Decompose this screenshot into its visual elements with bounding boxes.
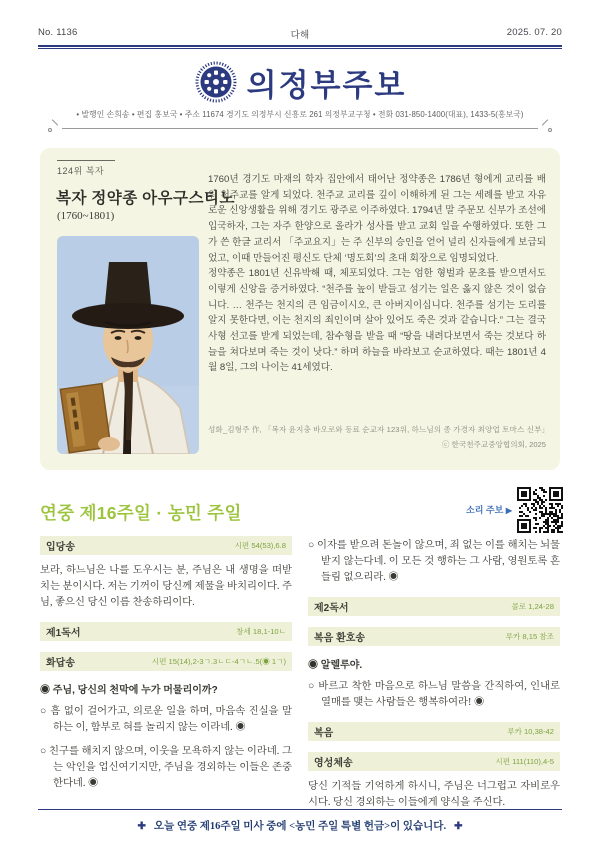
scripture-reference: 창세 18,1-10ㄴ	[236, 627, 286, 636]
entrance-antiphon-header: 입당송 시편 54(53),6.8	[40, 536, 292, 555]
artwork-caption: 성화_김형주 作, 「복자 윤지충 바오로와 동료 순교자 123위, 하느님의 종 가경자 최양업 토마스 신부」	[208, 425, 550, 434]
publisher-divider	[62, 121, 538, 129]
diocese-emblem-icon	[194, 60, 238, 104]
masthead	[0, 58, 600, 106]
psalm-verse: ○ 친구를 해치지 않으며, 이웃을 모욕하지 않는 이라네. 그는 악인을 업신여기지만, 주님을 경외하는 이들은 존중한다네. ◉	[40, 746, 292, 789]
beatified-badge: 124위 복자	[57, 166, 105, 176]
feature-paragraph-2: 정약종은 1801년 신유박해 때, 체포되었다. 그는 엄한 형벌과 문초를 받으면서도 이렇게 신앙을 증거하였다. “천주를 높이 받들고 섬기는 일은 옳지 않은 것이 없습니다. … 천주는 천지의 큰 임금이시오, 큰 아버지이십니다. 천주를 섬기는 도리를 알지 못한다면, 이는 천지의 죄인이며 살아 있어도 죽은 것과 같습니다.” 그는 결국 사형 선고를 받게 되었는데, 참수형을 받을 때 “땅을 내려다보면서 죽는 것보다 하늘을 쳐다보며 죽는 것이 낫다.” 하며 하늘을 바라보고 순교하였다. 때는 1801년 4월 8일, 그의 나이는 41세였다.	[208, 268, 546, 374]
psalm-refrain: ◉ 주님, 당신의 천막에 누가 머물리이까?	[40, 685, 218, 696]
footer-divider	[38, 809, 562, 810]
scripture-reference: 시편 111(110),4-5	[495, 757, 554, 766]
cut-mark-right	[542, 122, 552, 132]
audio-bulletin-label: 소리 주보 ▶	[466, 505, 512, 515]
header-divider	[38, 45, 562, 49]
scripture-reference: 루카 10,38-42	[507, 727, 554, 736]
psalm-verse: ○ 흠 없이 걸어가고, 의로운 일을 하며, 마음속 진실을 말하는 이, 함부로 혀를 놀리지 않는 이라네. ◉	[40, 706, 292, 733]
scripture-reference: 루카 8,15 참조	[505, 632, 554, 641]
cut-mark-left	[48, 122, 58, 132]
feature-years: (1760~1801)	[57, 210, 115, 222]
issue-number: No. 1136	[38, 27, 78, 38]
bulletin-title: 의정부주보	[246, 67, 407, 103]
feature-title: 복자 정약종 아우구스티노	[56, 190, 235, 207]
liturgy-columns	[40, 536, 560, 811]
feature-article-box	[40, 148, 560, 470]
first-reading-header: 제1독서 창세 18,1-10ㄴ	[40, 622, 292, 641]
feature-paragraph-1: 1760년 경기도 마재의 학자 집안에서 태어난 정약종은 1786년 형에게 교리를 배워 천주교를 알게 되었다. 천주교 교리를 깊이 이해하게 된 그는 세례를 받고 자유로운 신앙생활을 위해 경기도 광주로 이주하였다. 1794년 말 주문모 신부가 조선에 입국하자, 그는 자주 한양으로 올라가 성사를 받고 교회 일을 수행하였다. 또한 그가 쓴 한글 교리서 「주교요지」는 주 신부의 승인을 얻어 널리 신자들에게 보급되었고, 이때 만들어진 평신도 단체 ‘명도회’의 초대 회장으로 임명되었다.	[208, 174, 546, 264]
psalm-verse: ○ 이자를 받으려 돈놀이 않으며, 죄 없는 이를 해치는 뇌물 받지 않는다네. 이 모든 것 행하는 그 사람, 영원토록 흔들림 없으리라. ◉	[308, 540, 560, 583]
publisher-info: • 발행인 손희송 • 편집 홍보국 • 주소 11674 경기도 의정부시 신흥로 261 의정부교구청 • 전화 031-850-1400(대표), 1433-5(홍보국)	[76, 110, 524, 119]
footer-notice: ✚ 오늘 연중 제16주일 미사 중에 <농민 주일 특별 헌금>이 있습니다. ✚	[0, 818, 600, 833]
communion-antiphon-text: 당신 기적들 기억하게 하시니, 주님은 너그럽고 자비로우시다. 당신 경외하는 이들에게 양식을 주신다.	[308, 781, 560, 808]
feature-body	[208, 172, 546, 376]
entrance-antiphon-text: 보라, 하느님은 나를 도우시는 분, 주님은 내 생명을 떠받치는 분이시다. 저는 기꺼이 당신께 제물을 바치리이다. 주님, 좋으신 당신 이름 찬송하리이다.	[40, 565, 292, 608]
liturgy-column-left	[40, 536, 292, 811]
liturgy-column-right	[308, 536, 560, 811]
scripture-reference: 시편 54(53),6.8	[234, 541, 286, 550]
acclamation-refrain: ◉ 알렐루야.	[308, 660, 363, 671]
sunday-title: 연중 제16주일 · 농민 주일	[40, 503, 242, 523]
cross-icon: ✚	[137, 821, 146, 832]
qr-code	[517, 487, 563, 533]
acclamation-verse: ○ 바르고 착한 마음으로 하느님 말씀을 간직하여, 인내로 열매를 맺는 사람들은 행복하여라! ◉	[308, 681, 560, 708]
portrait-painting	[57, 236, 199, 454]
second-reading-header: 제2독서 콜로 1,24-28	[308, 597, 560, 616]
copyright-line: ⓒ 한국천주교중앙협의회, 2025	[441, 440, 546, 449]
scripture-reference: 콜로 1,24-28	[511, 602, 554, 611]
play-icon: ▶	[505, 506, 512, 515]
responsorial-psalm-header: 화답송 시편 15(14),2-3ㄱ.3ㄴㄷ-4ㄱㄴ.5(◉ 1ㄱ)	[40, 652, 292, 671]
top-info-bar	[38, 27, 562, 41]
gospel-acclamation-header: 복음 환호송 루카 8,15 참조	[308, 627, 560, 646]
badge-rule	[57, 160, 115, 161]
liturgical-cycle: 다해	[290, 30, 310, 41]
communion-antiphon-header: 영성체송 시편 111(110),4-5	[308, 752, 560, 771]
issue-date: 2025. 07. 20	[506, 27, 562, 38]
cross-icon: ✚	[454, 821, 463, 832]
scripture-reference: 시편 15(14),2-3ㄱ.3ㄴㄷ-4ㄱㄴ.5(◉ 1ㄱ)	[151, 657, 286, 666]
gospel-header: 복음 루카 10,38-42	[308, 722, 560, 741]
